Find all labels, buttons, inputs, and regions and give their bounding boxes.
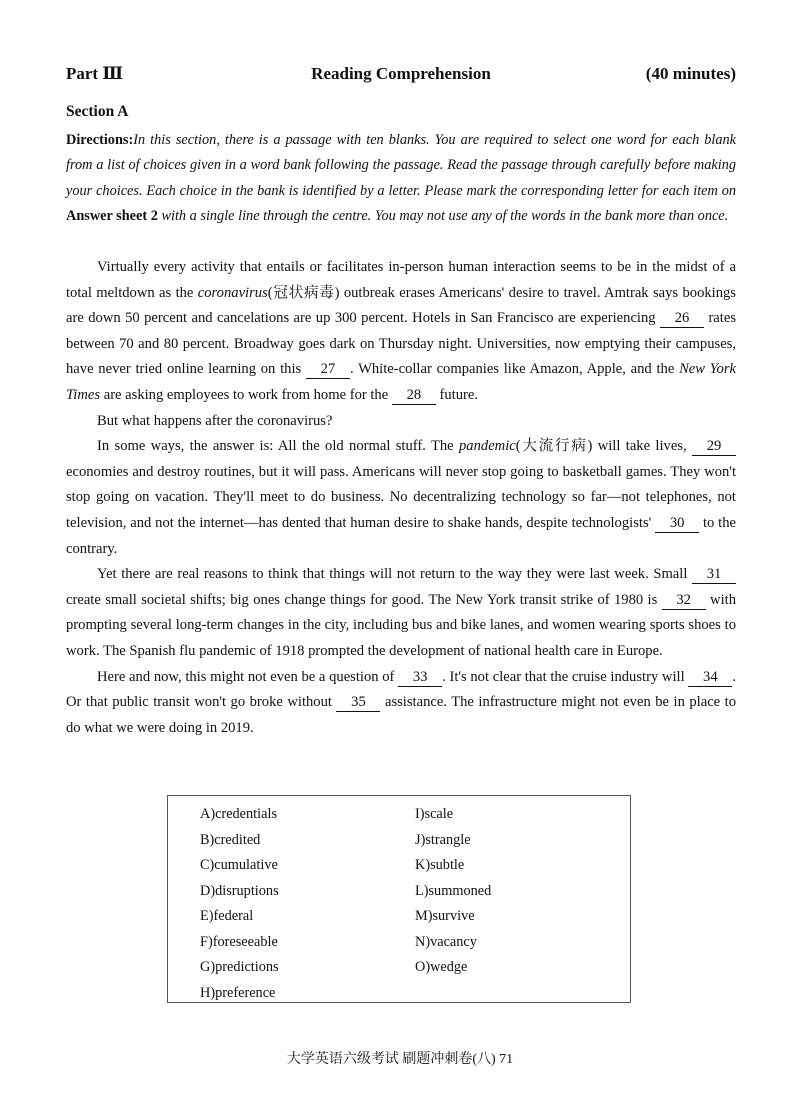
word-bank-left-column <box>200 802 279 1006</box>
word-bank <box>167 795 631 1003</box>
paragraph-4 <box>66 562 736 664</box>
word-option-d: D)disruptions <box>200 882 279 899</box>
p1-text-4: . White-collar companies like Amazon, Apple, and the <box>349 361 680 378</box>
p4-text-1: Yet there are real reasons to think that things will not return to the way they were last week. Small <box>97 566 692 583</box>
answer-sheet-ref: Answer sheet 2 <box>66 208 158 225</box>
p1-text-6: future. <box>435 386 479 403</box>
word-option-o: O)wedge <box>415 959 468 975</box>
blank-34[interactable]: 34 <box>688 668 732 687</box>
paragraph-1 <box>66 255 736 409</box>
paragraph-5 <box>66 665 736 742</box>
blank-28[interactable]: 28 <box>392 386 436 405</box>
part-label: Part Ⅲ <box>66 64 124 83</box>
p3-text-4: to the contrary. <box>66 514 736 557</box>
word-option-n: N)vacancy <box>415 933 477 950</box>
passage <box>66 255 736 741</box>
p4-text-3: with prompting several long-term changes in the city, including bus and bike lanes, and women wearing sports shoes to work. The Spanish flu pandemic of 1918 prompted the development of national health care in Europe. <box>66 591 736 659</box>
blank-30[interactable]: 30 <box>655 514 699 533</box>
time-limit: (40 minutes) <box>645 64 736 83</box>
p3-text-2: (大流行病) will take lives, <box>515 438 692 455</box>
directions-text-1: In this section, there is a passage with ten blanks. You are required to select one word for each blank from a list of choices given in a word bank following the passage. Read the passage through carefully before making your choices. Each choice in the bank is identified by a letter. Please mark the corresponding letter for each item on <box>66 132 736 199</box>
word-option-i: I)scale <box>415 806 454 822</box>
p1-text-1: Virtually every activity that entails or facilitates in-person human interaction seems to be in the midst of a total meltdown as the <box>66 259 736 301</box>
p5-text-2: . It's not clear that the cruise industry will <box>442 668 689 685</box>
blank-35[interactable]: 35 <box>336 693 380 712</box>
p5-text-3: . Or that public transit won't go broke without <box>66 668 736 711</box>
section-label: Section A <box>66 103 129 120</box>
p1-italic-nyt: New York Times <box>66 361 736 403</box>
directions-text-2: with a single line through the centre. You may not use any of the words in the bank more than once. <box>157 208 729 225</box>
blank-27[interactable]: 27 <box>306 360 350 379</box>
directions <box>66 128 736 230</box>
blank-31[interactable]: 31 <box>692 565 736 584</box>
p1-text-5: are asking employees to work from home for the <box>100 386 392 403</box>
word-option-k: K)subtle <box>415 857 465 873</box>
directions-lead: Directions: <box>66 132 134 148</box>
word-option-a: A)credentials <box>200 806 278 822</box>
word-option-c: C)cumulative <box>200 857 278 873</box>
p5-text-1: Here and now, this might not even be a question of <box>97 668 399 685</box>
p1-italic-coronavirus: coronavirus <box>197 284 268 301</box>
blank-29[interactable]: 29 <box>692 437 736 456</box>
word-option-h: H)preference <box>200 984 276 1001</box>
word-option-m: M)survive <box>415 908 475 924</box>
p3-text-3: economies and destroy routines, but it will pass. Americans will never stop going to basketball games. They won't stop going on vacation. They'll meet to do business. No decentralizing technology so far—not telephones, not television, and not the internet—has dented that human desire to shake hands, despite technologists' <box>66 463 736 531</box>
word-option-l: L)summoned <box>415 882 492 899</box>
p5-text-4: assistance. The infrastructure might not even be in place to do what we were doing in 2019. <box>66 694 736 736</box>
blank-32[interactable]: 32 <box>662 591 706 610</box>
word-bank-right-column <box>415 802 491 981</box>
word-option-f: F)foreseeable <box>200 933 278 950</box>
p4-text-2: create small societal shifts; big ones change things for good. The New York transit strike of 1980 is <box>66 591 662 608</box>
p1-text-3: rates between 70 and 80 percent. Broadway goes dark on Thursday night. Universities, now emptying their campuses, have never tried online learning on this <box>66 310 736 378</box>
word-option-j: J)strangle <box>415 831 471 848</box>
p3-text-1: In some ways, the answer is: All the old normal stuff. The <box>97 438 459 455</box>
word-option-b: B)credited <box>200 831 261 848</box>
blank-33[interactable]: 33 <box>398 668 442 687</box>
paragraph-3 <box>66 434 736 562</box>
word-option-e: E)federal <box>200 908 254 924</box>
p1-text-2: (冠状病毒) outbreak erases Americans' desire to travel. Amtrak says bookings are down 50 percent and cancelations are up 300 percent. Hotels in San Francisco are experiencing <box>66 284 736 327</box>
word-option-g: G)predictions <box>200 959 279 975</box>
page-footer: 大学英语六级考试 刷题冲刺卷(八) 71 <box>286 1052 514 1067</box>
paragraph-2: But what happens after the coronavirus? <box>97 412 333 429</box>
p3-italic-pandemic: pandemic <box>459 438 516 455</box>
section-title: Reading Comprehension <box>311 64 491 83</box>
page-header <box>66 64 736 90</box>
blank-26[interactable]: 26 <box>660 309 704 328</box>
